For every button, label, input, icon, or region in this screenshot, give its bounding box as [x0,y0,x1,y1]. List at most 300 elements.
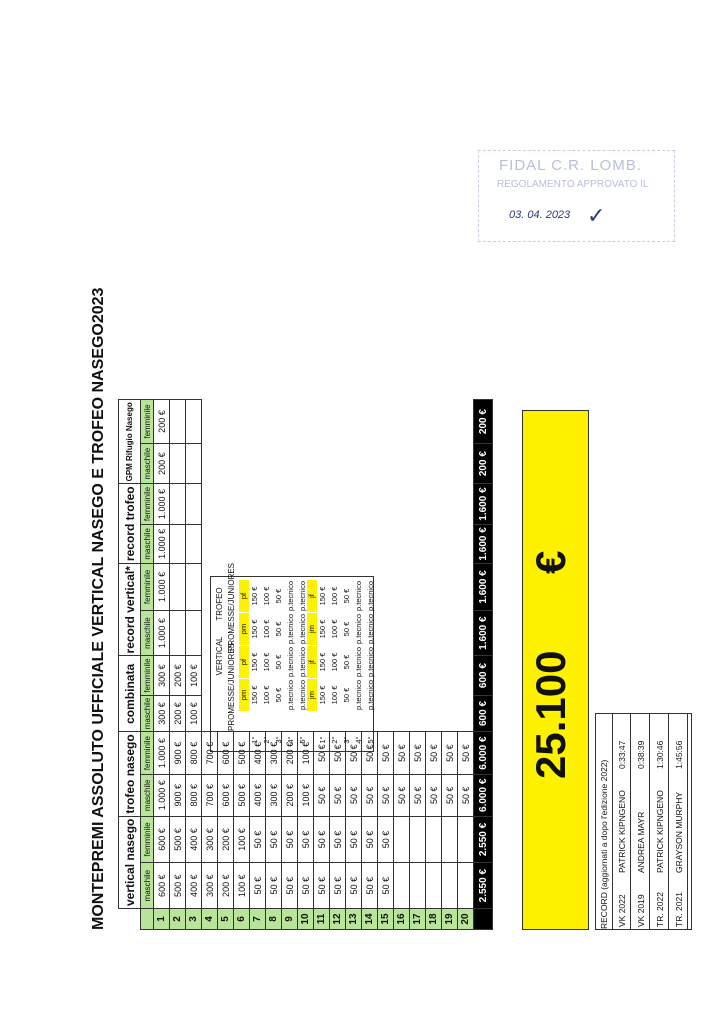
youth-place: 5° [298,736,307,744]
prize-cell [186,610,202,656]
gender-female-header: femminile [141,656,154,695]
prize-cell: 1.000 € [154,732,170,775]
record-edition: TR. 2022 [655,892,665,927]
youth-place: 5° [366,736,375,744]
group-combinata: combinata [119,656,141,732]
prize-cell [410,400,426,444]
prize-cell: 600 € [154,863,170,909]
category-label-2: PROMESSE/JUNIORES [227,562,236,651]
position-cell: 7 [250,909,266,930]
gender-male-header: maschile [141,695,154,732]
prize-cell [330,443,346,484]
youth-prize: p.tecnico [354,613,363,645]
prize-cell: 50 € [298,863,314,909]
youth-head: jm [307,613,317,645]
gender-female-header: femminile [141,564,154,611]
prize-cell [346,443,362,484]
prize-cell: 50 € [410,732,426,775]
total-cell: 6.000 € [474,732,493,775]
prize-cell [330,484,346,524]
total-cell: 2.550 € [474,863,493,909]
prize-cell [314,524,330,563]
prize-cell [458,400,474,444]
prize-cell: 500 € [234,732,250,775]
prize-cell [394,400,410,444]
position-cell: 1 [154,909,170,930]
youth-prize: 100 € [330,685,339,705]
youth-prize: 150 € [250,586,259,606]
record-row [652,714,669,929]
prize-cell [410,695,426,732]
position-cell: 6 [234,909,250,930]
position-cell: 10 [298,909,314,930]
table-row [426,400,442,930]
position-cell: 2 [170,909,186,930]
stamp-line-1: FIDAL C.R. LOMB. [499,157,642,174]
prize-cell [442,484,458,524]
position-cell: 11 [314,909,330,930]
record-athlete: ANDREA MAYR [636,811,646,873]
prize-cell [458,524,474,563]
prize-cell [282,524,298,563]
prize-cell [378,656,394,695]
gender-male-header: maschile [141,774,154,816]
youth-prize: 50 € [342,654,351,670]
prize-cell: 50 € [266,863,282,909]
prize-cell [458,484,474,524]
youth-place: 4° [354,736,363,744]
prize-cell [426,695,442,732]
prize-cell [250,484,266,524]
prize-cell [346,400,362,444]
rotated-sheet [80,270,690,930]
group-gpm: GPM Rifugio Nasego [119,400,141,484]
group-trofeo: trofeo nasego [119,732,141,816]
prize-cell [362,400,378,444]
prize-cell [394,610,410,656]
prize-cell [186,443,202,484]
prize-cell: 600 € [154,816,170,863]
prize-cell: 300 € [202,816,218,863]
prize-cell: 50 € [330,732,346,775]
prize-cell [266,443,282,484]
prize-cell [362,524,378,563]
prize-cell: 900 € [170,732,186,775]
prize-cell: 1.000 € [154,524,170,563]
youth-prize: 50 € [274,687,283,703]
position-cell: 19 [442,909,458,930]
prize-cell: 50 € [426,732,442,775]
youth-prize: p.tecnico [298,580,307,612]
prize-cell [394,863,410,909]
prize-cell: 1.000 € [154,774,170,816]
table-row [442,400,458,930]
prize-cell: 50 € [314,732,330,775]
prize-cell: 700 € [202,774,218,816]
prize-cell [170,484,186,524]
total-cell: 200 € [474,443,493,484]
vertical-label: VERTICAL [215,636,224,676]
youth-prize: 100 € [262,619,271,639]
prize-cell [202,443,218,484]
prize-cell [394,816,410,863]
records-heading: RECORD (aggiornati a dopo l'edizione 2022) [596,714,613,929]
youth-prize: p.tecnico [366,580,375,612]
prize-cell [298,400,314,444]
gender-male-header: maschile [141,863,154,909]
prize-cell [426,484,442,524]
gender-female-header: femminile [141,484,154,524]
prize-cell: 800 € [186,732,202,775]
prize-cell [426,610,442,656]
prize-cell [410,443,426,484]
record-row [671,714,688,929]
record-time: 0:33:47 [617,740,627,769]
prize-cell: 500 € [170,816,186,863]
grand-total [522,410,589,930]
youth-prize: 150 € [318,586,327,606]
youth-prize: 100 € [330,652,339,672]
prize-cell [298,524,314,563]
prize-cell [298,443,314,484]
table-row [458,400,474,930]
prize-cell: 300 € [202,863,218,909]
prize-cell: 50 € [378,863,394,909]
prize-cell [458,564,474,611]
youth-prize: p.tecnico [366,613,375,645]
corner-cell [119,909,141,930]
prize-cell [410,564,426,611]
prize-cell [234,524,250,563]
youth-prize: p.tecnico [366,646,375,678]
totals-row [474,400,493,930]
prize-cell [218,443,234,484]
youth-prize: 150 € [318,685,327,705]
gender-male-header: maschile [141,610,154,656]
table-row [154,400,170,930]
prize-cell [282,443,298,484]
trofeo-label: TROFEO [215,587,224,621]
youth-prize: 50 € [274,654,283,670]
prize-cell: 50 € [362,863,378,909]
total-cell: 1.600 € [474,484,493,524]
prize-cell: 700 € [202,732,218,775]
prize-cell [346,524,362,563]
prize-cell [426,656,442,695]
prize-cell [378,564,394,611]
prize-cell [442,564,458,611]
prize-cell [442,443,458,484]
prize-cell [426,443,442,484]
youth-head: jf [307,580,317,612]
prize-cell [410,656,426,695]
prize-cell [202,524,218,563]
prize-cell [170,564,186,611]
prize-cell: 1.000 € [154,564,170,611]
total-cell: 1.600 € [474,610,493,656]
total-cell: 600 € [474,695,493,732]
page-title: MONTEPREMI ASSOLUTO UFFICIALE VERTICAL NASEGO E TROFEO NASEGO2023 [90,287,107,930]
prize-cell: 50 € [410,774,426,816]
gender-female-header: femminile [141,816,154,863]
prize-cell [330,524,346,563]
youth-prize: 150 € [318,619,327,639]
prize-cell [170,400,186,444]
prize-cell [186,564,202,611]
youth-place: 2° [330,736,339,744]
prize-cell [378,443,394,484]
gender-female-header: femminile [141,400,154,444]
record-row [614,714,631,929]
prize-cell [282,400,298,444]
youth-prize: 150 € [250,652,259,672]
prize-cell: 400 € [250,774,266,816]
group-record-vertical: record vertical* [119,564,141,656]
prize-cell [170,610,186,656]
position-cell: 3 [186,909,202,930]
youth-prize: p.tecnico [286,580,295,612]
youth-prize: 100 € [330,619,339,639]
prize-cell: 50 € [378,774,394,816]
youth-prize: 50 € [274,621,283,637]
records-box [595,713,692,930]
prize-cell [426,400,442,444]
prize-cell: 900 € [170,774,186,816]
prize-cell [234,443,250,484]
prize-cell: 100 € [298,732,314,775]
prize-cell: 200 € [170,695,186,732]
prize-cell [282,484,298,524]
prize-cell: 50 € [346,732,362,775]
prize-cell: 50 € [458,732,474,775]
youth-prize: p.tecnico [286,646,295,678]
prize-cell [202,400,218,444]
prize-cell [202,484,218,524]
position-cell: 14 [362,909,378,930]
prize-cell [394,443,410,484]
prize-cell: 50 € [282,816,298,863]
youth-prize: p.tecnico [298,679,307,711]
position-cell: 9 [282,909,298,930]
prize-cell: 100 € [186,656,202,695]
prize-cell [442,695,458,732]
prize-cell [378,400,394,444]
prize-cell: 50 € [314,774,330,816]
prize-cell [378,524,394,563]
prize-cell [394,656,410,695]
prize-cell: 50 € [314,816,330,863]
position-cell: 18 [426,909,442,930]
youth-prize: p.tecnico [298,646,307,678]
prize-cell: 200 € [154,443,170,484]
prize-cell: 50 € [250,816,266,863]
prize-cell [266,400,282,444]
prize-cell: 100 € [234,816,250,863]
total-cell: 1.600 € [474,524,493,563]
youth-prize: 100 € [262,652,271,672]
prize-cell: 200 € [154,400,170,444]
prize-cell [442,610,458,656]
euro-icon: € [527,550,574,574]
youth-prize-box [210,562,375,752]
youth-prize: p.tecnico [366,679,375,711]
position-cell: 17 [410,909,426,930]
prize-cell [378,610,394,656]
record-row [633,714,650,929]
prize-cell: 50 € [330,816,346,863]
prize-cell: 400 € [250,732,266,775]
prize-cell [394,695,410,732]
position-cell: 4 [202,909,218,930]
prize-cell: 1.000 € [154,484,170,524]
youth-head: pf [239,646,249,678]
prize-cell [442,524,458,563]
youth-prize: 150 € [250,619,259,639]
position-cell: 13 [346,909,362,930]
gender-male-header: maschile [141,524,154,563]
youth-head: pm [239,613,249,645]
record-athlete: GRAYSON MURPHY [674,791,684,873]
youth-head: jm [307,679,317,711]
gender-female-header: femminile [141,732,154,775]
prize-cell [314,484,330,524]
prize-cell: 50 € [362,774,378,816]
prize-cell: 50 € [442,774,458,816]
prize-cell [314,443,330,484]
prize-cell: 50 € [298,816,314,863]
youth-prize: p.tecnico [354,679,363,711]
corner-sub [141,909,154,930]
prize-cell: 300 € [266,774,282,816]
record-edition: VK 2022 [617,894,627,927]
position-cell: 16 [394,909,410,930]
prize-cell: 100 € [234,863,250,909]
youth-prize: p.tecnico [354,646,363,678]
prize-cell: 600 € [218,774,234,816]
table-row [186,400,202,930]
youth-prize: 100 € [262,685,271,705]
youth-prize: p.tecnico [286,613,295,645]
prize-cell: 300 € [266,732,282,775]
record-athlete: PATRICK KIPNGENO [655,790,665,873]
prize-cell [458,816,474,863]
record-time: 1:45:56 [674,740,684,769]
prize-cell [186,524,202,563]
record-edition: TR. 2021 [674,892,684,927]
youth-prize: 50 € [342,621,351,637]
group-header-row [119,400,141,930]
prize-cell [314,400,330,444]
total-cell: 2.550 € [474,816,493,863]
youth-place: 2° [262,736,271,744]
youth-place: 3° [274,736,283,744]
prize-cell: 200 € [282,732,298,775]
signature-icon: ✓ [587,203,606,228]
prize-cell [442,863,458,909]
prize-cell [458,656,474,695]
youth-prize: 50 € [342,687,351,703]
prize-cell: 50 € [282,863,298,909]
table-row [378,400,394,930]
youth-place: 1° [250,736,259,744]
prize-cell [442,656,458,695]
group-record-trofeo: record trofeo [119,484,141,564]
prize-cell [458,695,474,732]
prize-cell: 50 € [362,732,378,775]
prize-cell [410,610,426,656]
prize-cell [362,484,378,524]
prize-cell: 50 € [330,774,346,816]
prize-cell: 200 € [170,656,186,695]
prize-cell [362,443,378,484]
prize-cell [410,484,426,524]
table-row [394,400,410,930]
prize-cell: 50 € [394,732,410,775]
prize-cell [458,610,474,656]
prize-cell: 50 € [346,863,362,909]
record-edition: VK 2019 [636,894,646,927]
prize-cell: 50 € [426,774,442,816]
group-vertical: vertical nasego [119,816,141,908]
youth-prize: 150 € [318,652,327,672]
youth-place: 1° [318,736,327,744]
prize-cell [218,400,234,444]
prize-cell: 400 € [186,863,202,909]
prize-cell: 50 € [314,863,330,909]
prize-cell: 800 € [186,774,202,816]
prize-cell [442,400,458,444]
grand-total-value: 25.100 [527,650,574,779]
youth-head: jf [307,646,317,678]
gender-male-header: maschile [141,443,154,484]
prize-cell: 50 € [346,816,362,863]
total-cell: 200 € [474,400,493,444]
stamp-line-2: REGOLAMENTO APPROVATO IL [497,179,649,190]
totals-label [474,909,493,930]
category-label: PROMESSE/JUNIORES [227,642,236,731]
prize-cell [458,443,474,484]
prize-cell [346,484,362,524]
prize-cell: 50 € [458,774,474,816]
prize-cell: 50 € [442,732,458,775]
record-athlete: PATRICK KIPNGENO [617,790,627,873]
prize-cell [442,816,458,863]
prize-cell [378,484,394,524]
prize-cell: 100 € [298,774,314,816]
prize-cell [394,564,410,611]
position-cell: 20 [458,909,474,930]
prize-cell [394,524,410,563]
youth-prize: 150 € [250,685,259,705]
position-cell: 5 [218,909,234,930]
prize-cell [186,400,202,444]
youth-prize: p.tecnico [298,613,307,645]
prize-cell [250,400,266,444]
prize-cell: 50 € [378,732,394,775]
prize-cell [410,863,426,909]
position-cell: 8 [266,909,282,930]
prize-cell: 200 € [218,816,234,863]
prize-cell: 50 € [266,816,282,863]
position-cell: 15 [378,909,394,930]
prize-cell [186,484,202,524]
position-cell: 12 [330,909,346,930]
stamp-date: 03. 04. 2023 [509,209,571,221]
prize-cell: 1.000 € [154,610,170,656]
prize-cell: 300 € [154,695,170,732]
prize-cell [234,400,250,444]
approval-stamp [478,150,675,242]
